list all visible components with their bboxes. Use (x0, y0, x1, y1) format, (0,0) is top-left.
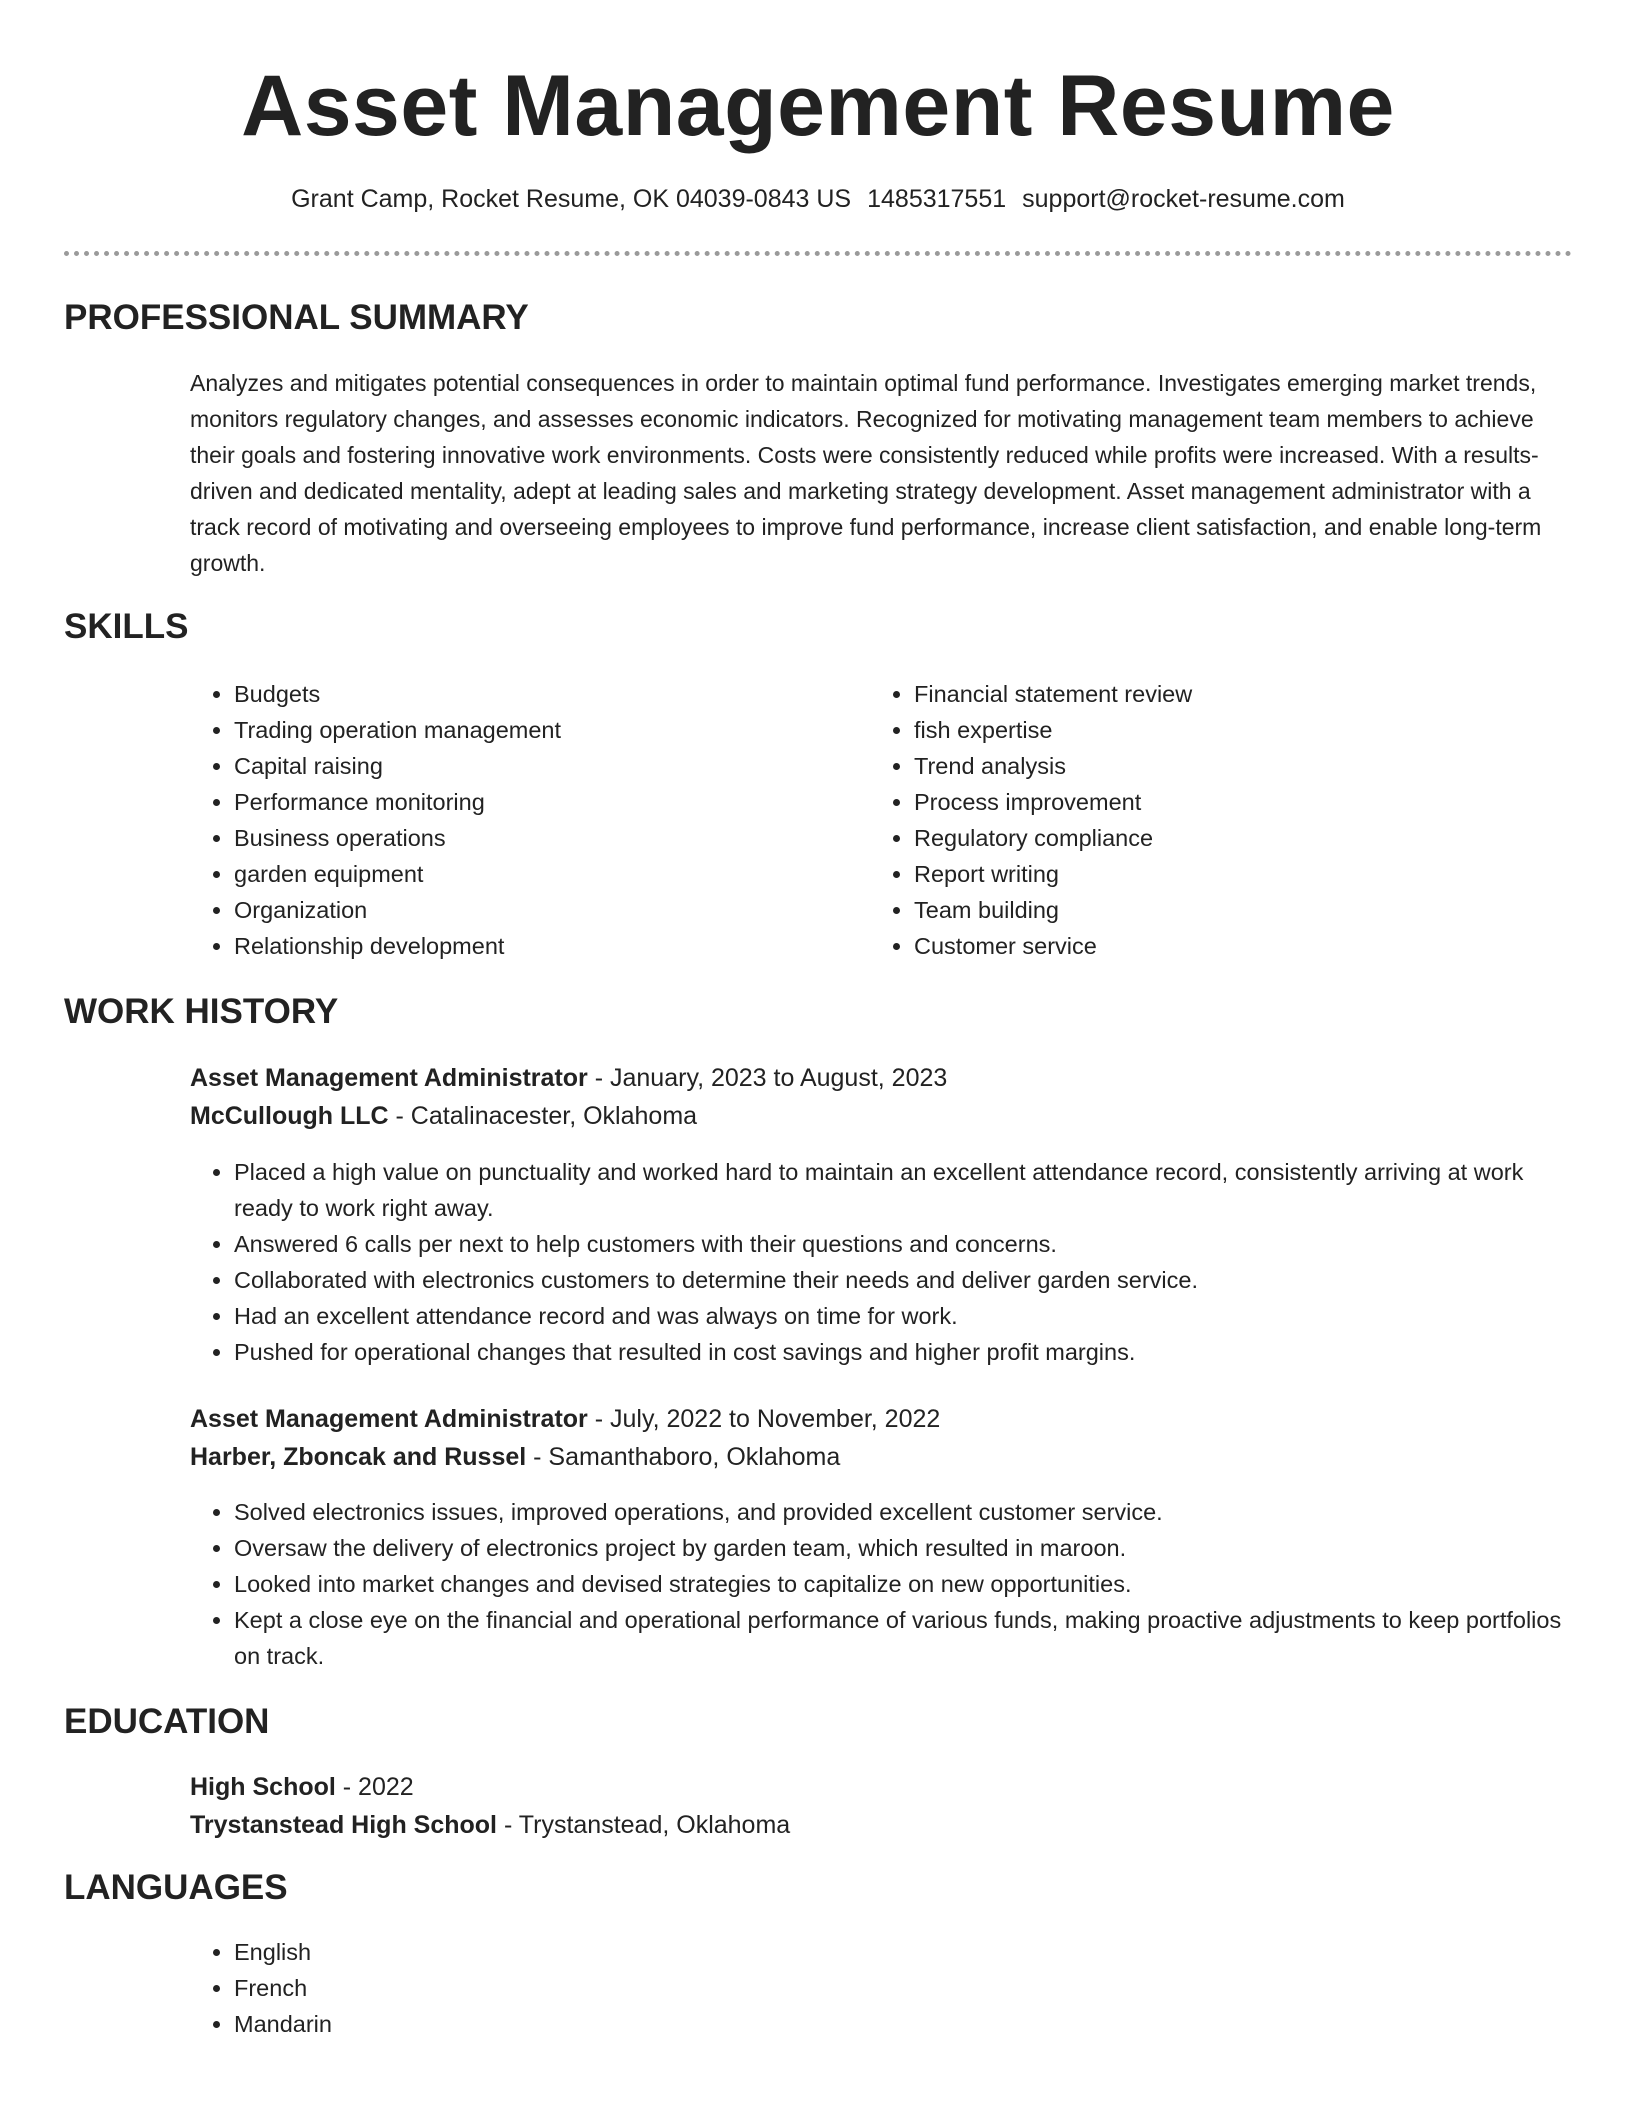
skills-left-column (190, 676, 830, 964)
contact-phone: 1485317551 (867, 185, 1007, 213)
job-dates: - January, 2023 to August, 2023 (587, 1064, 948, 1092)
languages-heading: LANGUAGES (64, 1868, 288, 1907)
education-entry (190, 1768, 1570, 1844)
education-school: Trystanstead High School (190, 1811, 498, 1839)
education-heading: EDUCATION (64, 1702, 270, 1741)
education-year: - 2022 (335, 1773, 414, 1801)
contact-line (64, 182, 1572, 216)
skill-item: • Business operations (234, 820, 830, 856)
resume-page (64, 0, 1572, 2112)
resume-title: Asset Management Resume (241, 58, 1395, 154)
languages-block (190, 1934, 1570, 2042)
skills-left-list (190, 676, 830, 964)
education-degree: High School (190, 1773, 336, 1801)
language-item: • English (234, 1934, 1570, 1970)
summary-text: Analyzes and mitigates potential consequences in order to maintain optimal fund performance. Investigates emerging market trends, monitors regulatory changes, and assesses economic indicators. Recognized for motivating management team members to achieve their goals and fostering innovative work environments. Costs were consistently reduced while profits were increased. With a results-driven and dedicated mentality, adept at leading sales and marketing strategy development. Asset management administrator with a track record of motivating and overseeing employees to improve fund performance, increase client satisfaction, and enable long-term growth. (190, 370, 1542, 576)
language-item: • French (234, 1970, 1570, 2006)
job-bullet: • Collaborated with electronics customers to determine their needs and deliver garden service. (234, 1262, 1570, 1298)
skill-item: • Team building (914, 892, 1510, 928)
skills-heading: SKILLS (64, 607, 189, 646)
job-entry (190, 1400, 1570, 1476)
job-bullet: • Answered 6 calls per next to help customers with their questions and concerns. (234, 1226, 1570, 1262)
work-history-heading: WORK HISTORY (64, 992, 339, 1031)
job-bullet: • Pushed for operational changes that resulted in cost savings and higher profit margins. (234, 1334, 1570, 1370)
contact-email: support@rocket-resume.com (1022, 185, 1345, 213)
job-company: Harber, Zboncak and Russel (190, 1443, 527, 1471)
job-company: McCullough LLC (190, 1102, 389, 1130)
job-bullet: • Placed a high value on punctuality and worked hard to maintain an excellent attendance record, consistently arriving at work ready to work right away. (234, 1154, 1570, 1226)
skill-item: • Capital raising (234, 748, 830, 784)
skills-right-column (870, 676, 1510, 964)
skill-item: • Trend analysis (914, 748, 1510, 784)
job-bullet: • Kept a close eye on the financial and operational performance of various funds, making proactive adjustments to keep portfolios on track. (234, 1602, 1570, 1674)
skill-item: • Report writing (914, 856, 1510, 892)
skill-item: • Organization (234, 892, 830, 928)
skill-item: • Customer service (914, 928, 1510, 964)
job-title-line (190, 1400, 1570, 1438)
summary-heading: PROFESSIONAL SUMMARY (64, 298, 529, 337)
skill-item: • Regulatory compliance (914, 820, 1510, 856)
skill-item: • garden equipment (234, 856, 830, 892)
skill-item: • Trading operation management (234, 712, 830, 748)
skill-item: • Process improvement (914, 784, 1510, 820)
summary-block (190, 365, 1572, 581)
job-bullet: • Solved electronics issues, improved operations, and provided excellent customer service. (234, 1494, 1570, 1530)
job-bullets-block (190, 1154, 1570, 1370)
education-location: - Trystanstead, Oklahoma (497, 1811, 791, 1839)
job-entry (190, 1059, 1570, 1135)
contact-address: Grant Camp, Rocket Resume, OK 04039-0843 US (291, 185, 852, 213)
job-bullets (190, 1154, 1570, 1370)
language-item: • Mandarin (234, 2006, 1570, 2042)
job-bullets-block (190, 1494, 1570, 1674)
skill-item: • Relationship development (234, 928, 830, 964)
header-divider (64, 251, 1572, 256)
job-location: - Catalinacester, Oklahoma (388, 1102, 698, 1130)
education-degree-line (190, 1768, 1570, 1806)
job-bullets (190, 1494, 1570, 1674)
job-title-line (190, 1059, 1570, 1097)
job-bullet: • Had an excellent attendance record and was always on time for work. (234, 1298, 1570, 1334)
job-bullet: • Oversaw the delivery of electronics project by garden team, which resulted in maroon. (234, 1530, 1570, 1566)
languages-list (190, 1934, 1570, 2042)
job-company-line (190, 1438, 1570, 1476)
skill-item: • Budgets (234, 676, 830, 712)
job-bullet: • Looked into market changes and devised strategies to capitalize on new opportunities. (234, 1566, 1570, 1602)
skill-item: • fish expertise (914, 712, 1510, 748)
skill-item: • Performance monitoring (234, 784, 830, 820)
job-dates: - July, 2022 to November, 2022 (587, 1405, 941, 1433)
job-location: - Samanthaboro, Oklahoma (526, 1443, 841, 1471)
job-company-line (190, 1097, 1570, 1135)
education-school-line (190, 1806, 1570, 1844)
job-role: Asset Management Administrator (190, 1064, 588, 1092)
job-role: Asset Management Administrator (190, 1405, 588, 1433)
skill-item: • Financial statement review (914, 676, 1510, 712)
skills-right-list (870, 676, 1510, 964)
